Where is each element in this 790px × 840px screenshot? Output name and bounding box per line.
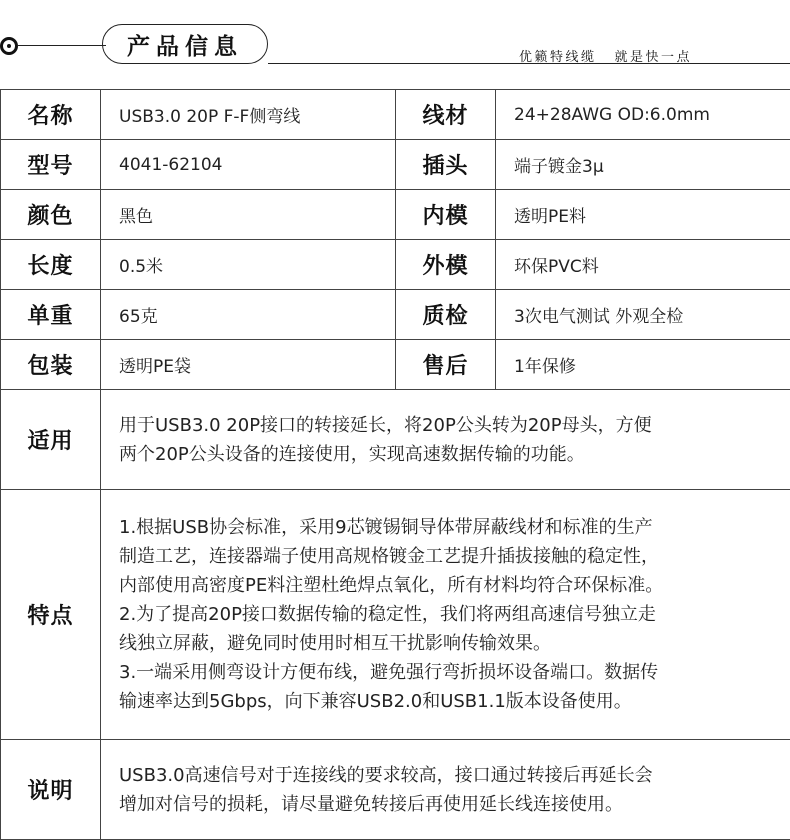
text-line: 制造工艺，连接器端子使用高规格镀金工艺提升插拔接触的稳定性， xyxy=(119,546,659,567)
spec-label: 单重 xyxy=(1,290,101,340)
text-line: 1.根据USB协会标准，采用9芯镀锡铜导体带屏蔽线材和标准的生产 xyxy=(119,517,653,538)
target-circle-icon xyxy=(0,37,18,55)
text-line: 用于USB3.0 20P接口的转接延长，将20P公头转为20P母头，方便 xyxy=(119,414,652,436)
spec-value: 端子镀金3μ xyxy=(496,140,790,190)
notes-text xyxy=(101,740,790,840)
spec-value: 黑色 xyxy=(101,190,396,240)
usage-row xyxy=(1,390,790,490)
spec-value: 3次电气测试 外观全检 xyxy=(496,290,790,340)
text-line: 内部使用高密度PE料注塑杜绝焊点氧化，所有材料均符合环保标准。 xyxy=(119,575,664,596)
text-line: 增加对信号的损耗，请尽量避免转接后再使用延长线连接使用。 xyxy=(119,793,623,815)
text-line: 两个20P公头设备的连接使用，实现高速数据传输的功能。 xyxy=(119,443,585,465)
text-line: 输速率达到5Gbps，向下兼容USB2.0和USB1.1版本设备使用。 xyxy=(119,691,632,712)
spec-row xyxy=(1,190,790,240)
spec-value: 24+28AWG OD:6.0mm xyxy=(496,90,790,140)
features-row xyxy=(1,490,790,740)
spec-label: 插头 xyxy=(396,140,496,190)
spec-value: 4041-62104 xyxy=(101,140,396,190)
spec-value: 透明PE袋 xyxy=(101,340,396,390)
section-title: 产品信息 xyxy=(102,24,268,64)
notes-label: 说明 xyxy=(1,740,101,840)
usage-label: 适用 xyxy=(1,390,101,490)
spec-value: 环保PVC料 xyxy=(496,240,790,290)
header-divider-left xyxy=(18,45,106,46)
notes-row xyxy=(1,740,790,840)
spec-label: 线材 xyxy=(396,90,496,140)
spec-label: 售后 xyxy=(396,340,496,390)
spec-label: 型号 xyxy=(1,140,101,190)
features-label: 特点 xyxy=(1,490,101,740)
spec-row xyxy=(1,140,790,190)
spec-label: 长度 xyxy=(1,240,101,290)
product-spec-table xyxy=(0,89,790,840)
spec-value: USB3.0 20P F-F侧弯线 xyxy=(101,90,396,140)
brand-name: 优籁特线缆 xyxy=(519,50,597,65)
spec-row xyxy=(1,240,790,290)
spec-label: 颜色 xyxy=(1,190,101,240)
features-text xyxy=(101,490,790,740)
spec-value: 透明PE料 xyxy=(496,190,790,240)
spec-row xyxy=(1,90,790,140)
spec-label: 内模 xyxy=(396,190,496,240)
spec-value: 1年保修 xyxy=(496,340,790,390)
text-line: 线独立屏蔽，避免同时使用时相互干扰影响传输效果。 xyxy=(119,633,551,654)
spec-label: 质检 xyxy=(396,290,496,340)
text-line: 2.为了提高20P接口数据传输的稳定性，我们将两组高速信号独立走 xyxy=(119,604,656,625)
section-header xyxy=(0,0,790,90)
spec-label: 包装 xyxy=(1,340,101,390)
spec-row xyxy=(1,290,790,340)
spec-label: 名称 xyxy=(1,90,101,140)
text-line: USB3.0高速信号对于连接线的要求较高，接口通过转接后再延长会 xyxy=(119,764,653,786)
spec-row xyxy=(1,340,790,390)
spec-label: 外模 xyxy=(396,240,496,290)
text-line: 3.一端采用侧弯设计方便布线，避免强行弯折损坏设备端口。数据传 xyxy=(119,662,659,683)
brand-slogan xyxy=(519,46,692,65)
spec-value: 0.5米 xyxy=(101,240,396,290)
spec-value: 65克 xyxy=(101,290,396,340)
slogan-text: 就是快一点 xyxy=(614,50,693,65)
usage-text xyxy=(101,390,790,490)
